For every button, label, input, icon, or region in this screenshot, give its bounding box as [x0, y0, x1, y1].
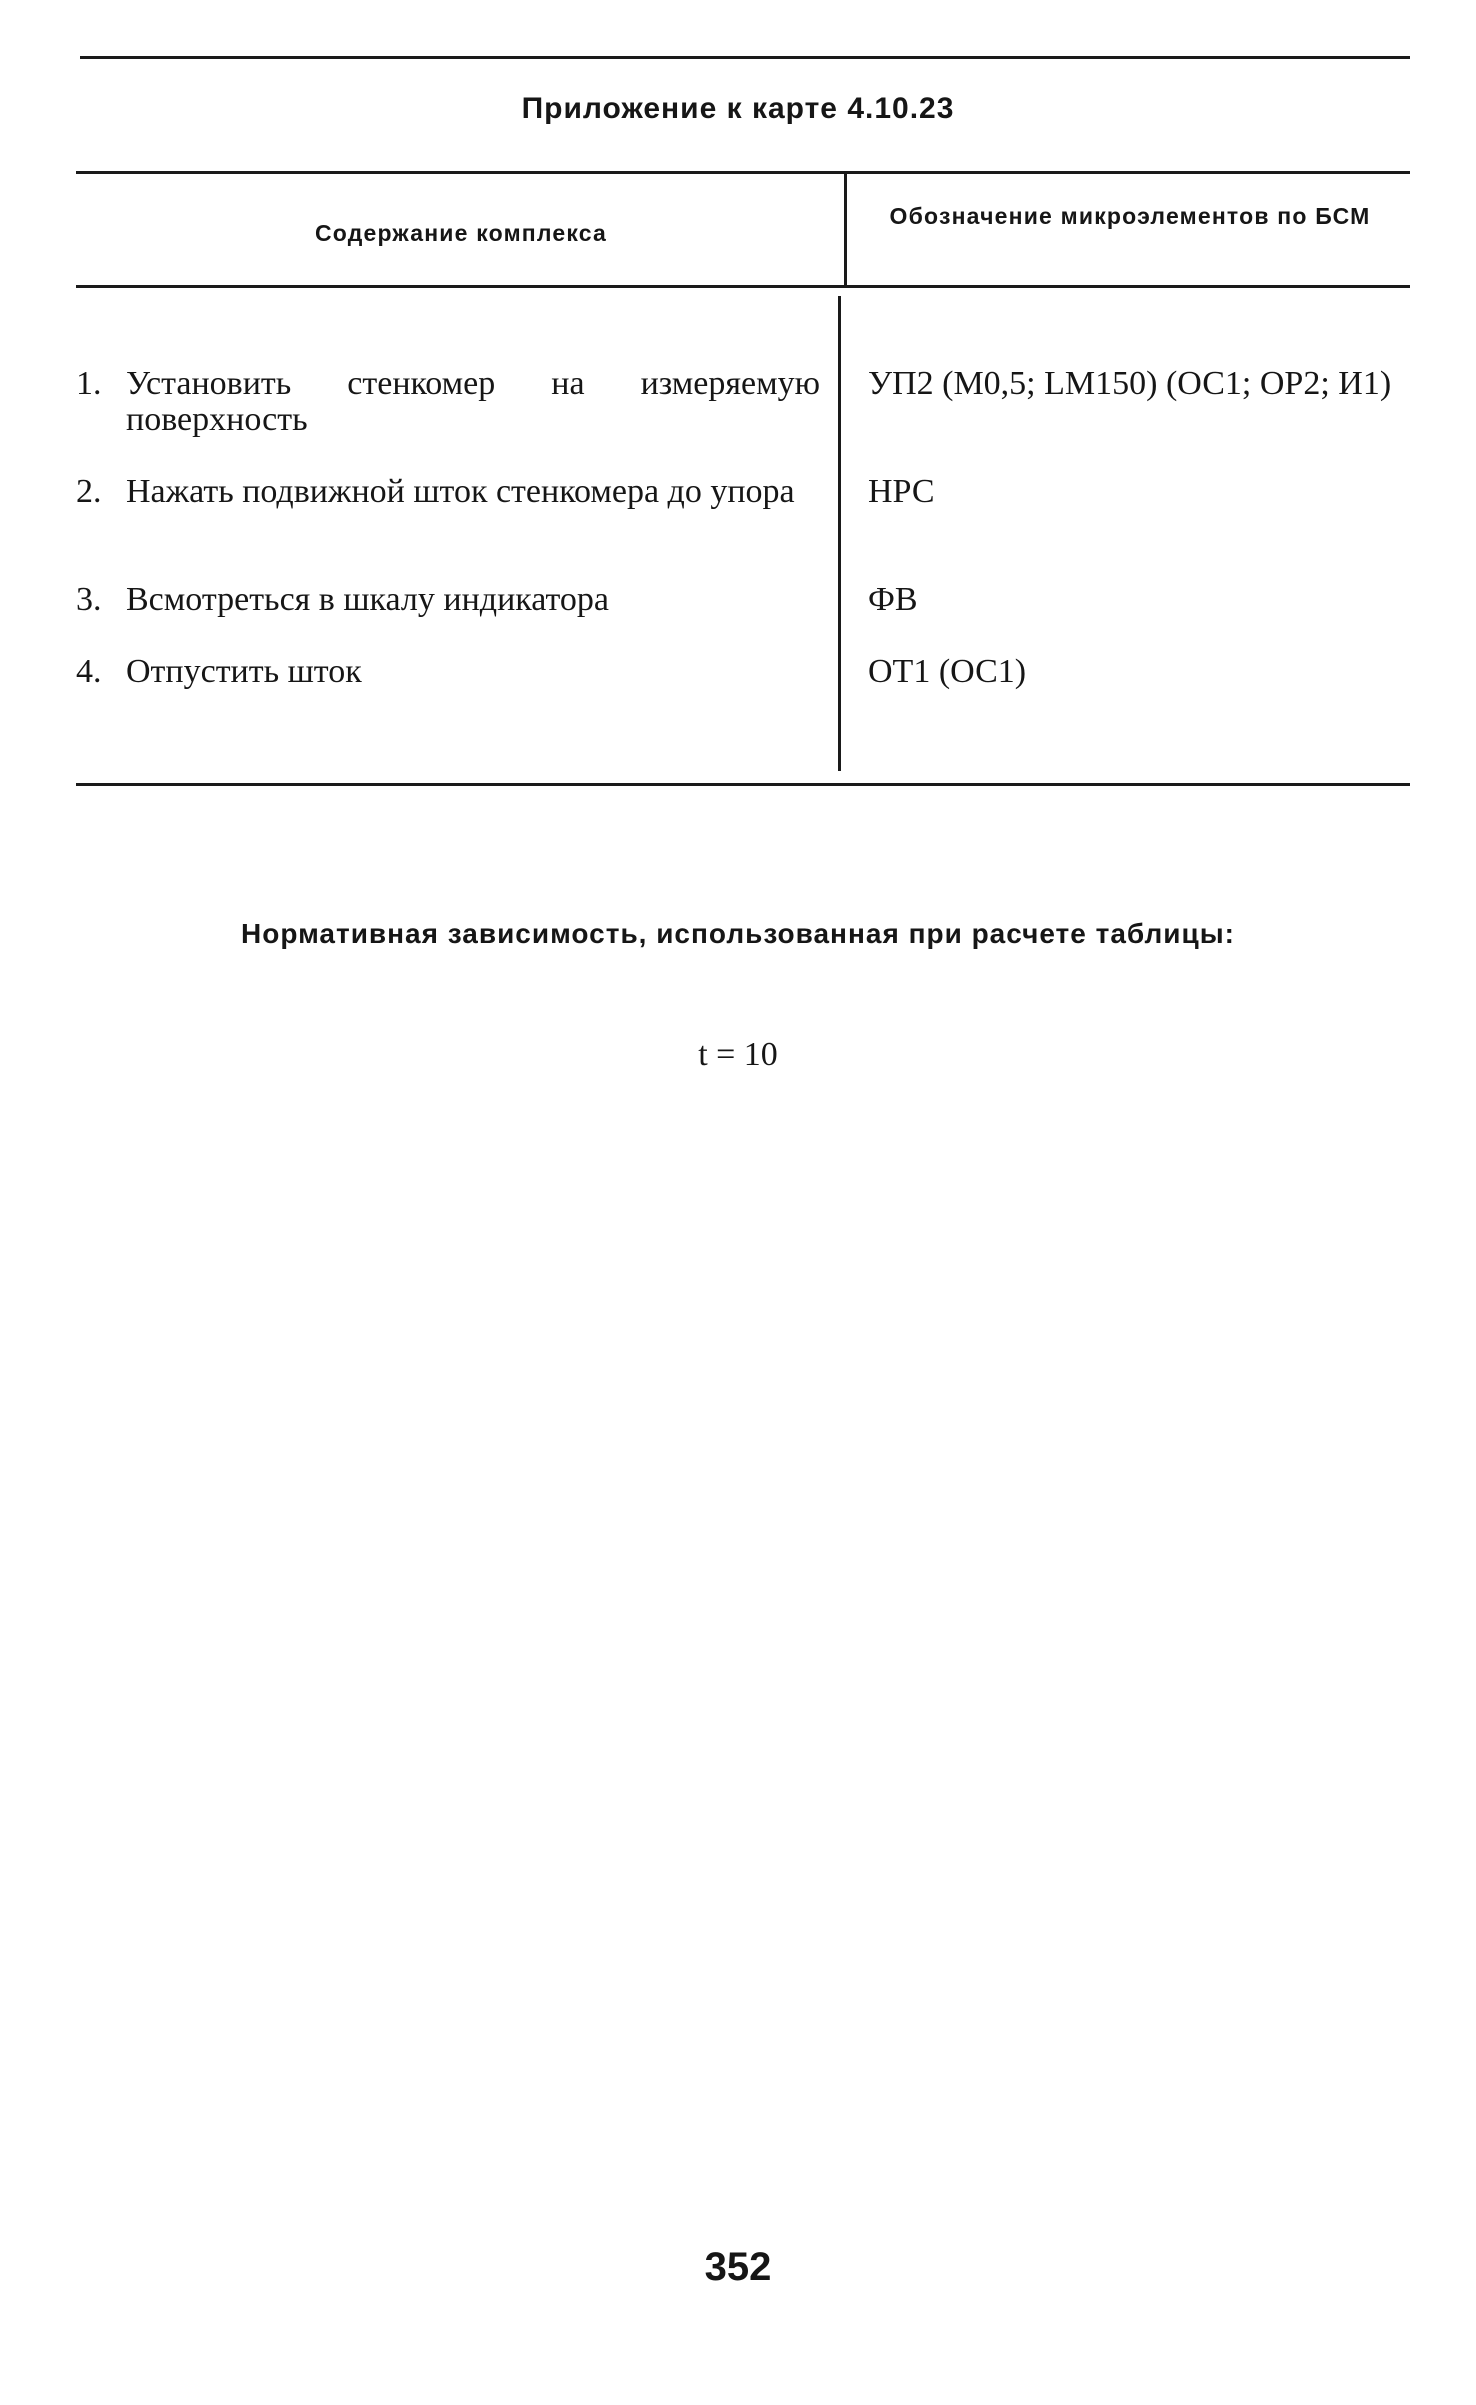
row-text: Установить стенкомер на измеряемую поверхность	[126, 365, 820, 438]
row-text: Отпустить шток	[126, 653, 362, 690]
row-number: 3.	[76, 581, 102, 618]
table-header-top-rule	[76, 171, 1410, 174]
body-column-divider	[838, 296, 841, 771]
column-header-designation: Обозначение микроэлементов по БСМ	[889, 203, 1371, 229]
table-row-1-code: УП2 (М0,5; LM150) (ОС1; ОР2; И1)	[868, 365, 1392, 402]
page-number: 352	[704, 2245, 772, 2289]
table-row-4-code: ОТ1 (ОС1)	[868, 653, 1027, 690]
normative-dependency-note: Нормативная зависимость, использованная при расчете таблицы:	[241, 918, 1235, 949]
row-text: Всмотреться в шкалу индикатора	[126, 581, 609, 618]
row-number: 2.	[76, 473, 102, 510]
table-row-2-code: НРС	[868, 473, 935, 510]
table-row-3-content	[76, 582, 820, 618]
row-number: 1.	[76, 365, 102, 402]
appendix-title: Приложение к карте 4.10.23	[521, 92, 955, 125]
row-number: 4.	[76, 653, 102, 690]
row-text: Нажать подвижной шток стенкомера до упора	[126, 473, 795, 510]
table-row-3-code: ФВ	[868, 581, 918, 618]
header-column-divider	[844, 174, 847, 285]
top-rule	[80, 56, 1410, 59]
table-row-2-content	[76, 474, 820, 510]
table-row-1-content	[76, 366, 820, 438]
column-header-content: Содержание комплекса	[314, 220, 608, 246]
table-row-4-content	[76, 654, 820, 690]
table-header-bottom-rule	[76, 285, 1410, 288]
formula: t = 10	[698, 1036, 778, 1073]
table-bottom-rule	[76, 783, 1410, 786]
